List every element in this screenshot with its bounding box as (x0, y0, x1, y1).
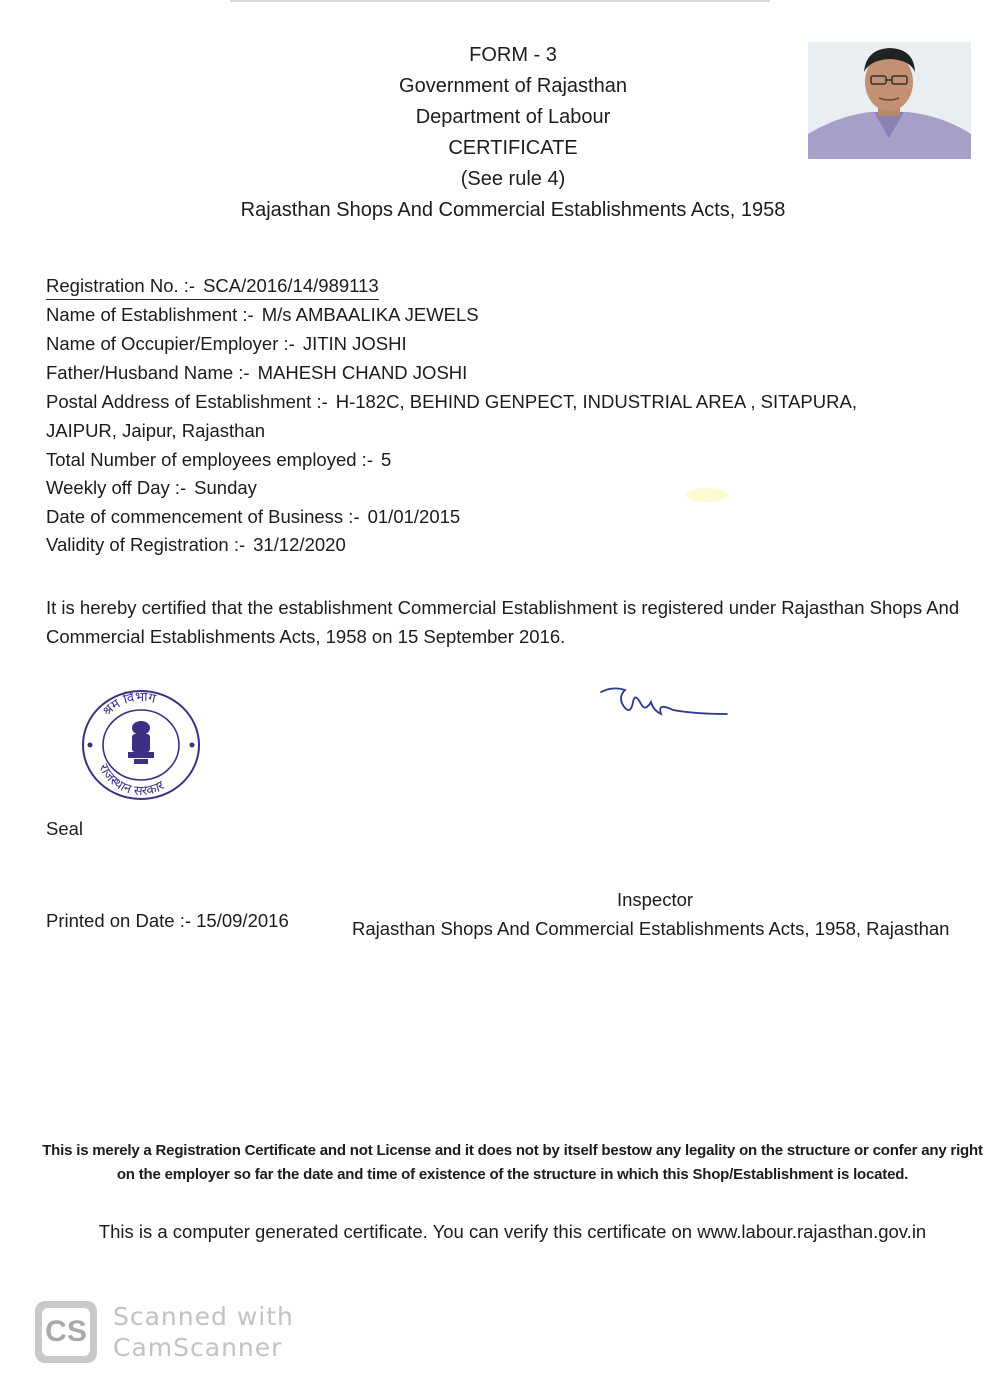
validity-label: Validity of Registration :- (46, 534, 246, 555)
camscanner-logo-text: CS (42, 1308, 90, 1356)
father-name-label: Father/Husband Name :- (46, 362, 250, 383)
father-name-value: MAHESH CHAND JOSHI (257, 362, 468, 383)
registration-value: SCA/2016/14/989113 (203, 275, 379, 296)
form-number: FORM - 3 (469, 44, 557, 66)
weekly-off-row (46, 477, 257, 499)
act-name: Rajasthan Shops And Commercial Establishments Acts, 1958 (240, 199, 786, 221)
printed-date-value: 15/09/2016 (196, 910, 289, 931)
occupier-value: JITIN JOSHI (302, 333, 407, 354)
seal-text-top: श्रम विभाग (100, 689, 158, 720)
address-value-line2: JAIPUR, Jaipur, Rajasthan (46, 420, 266, 441)
commencement-value: 01/01/2015 (367, 506, 461, 527)
printed-date-row (46, 910, 289, 932)
validity-value: 31/12/2020 (253, 534, 346, 555)
establishment-row (46, 304, 479, 326)
official-seal-stamp (76, 686, 206, 804)
person-photo-icon (808, 42, 971, 159)
address-value: H-182C, BEHIND GENPECT, INDUSTRIAL AREA , SITAPURA, (335, 391, 857, 412)
registration-label: Registration No. :- (46, 275, 196, 296)
address-label: Postal Address of Establishment :- (46, 391, 328, 412)
employees-row (46, 449, 391, 471)
establishment-label: Name of Establishment :- (46, 304, 254, 325)
applicant-photo (808, 42, 971, 159)
employees-label: Total Number of employees employed :- (46, 449, 373, 470)
handwritten-signature-icon (595, 680, 735, 730)
occupier-label: Name of Occupier/Employer :- (46, 333, 295, 354)
certificate-title: CERTIFICATE (448, 137, 578, 159)
computer-generated-note: This is a computer generated certificate. You can verify this certificate on www.labour.rajasthan.gov.in (98, 1221, 927, 1242)
printed-date-label: Printed on Date :- (46, 910, 191, 931)
disclaimer-text: This is merely a Registration Certificate and not License and it does not by itself bestow any legality on the structure or confer any right on the employer so far the date and time of existence of the structure in which this Shop/Establishment is located. (42, 1142, 983, 1183)
registration-number-row (46, 275, 379, 300)
svg-text:राजस्थान सरकार (95, 762, 167, 800)
watermark-line-1: Scanned with (113, 1302, 294, 1331)
seal-label: Seal (46, 818, 84, 839)
commencement-row (46, 506, 460, 528)
commencement-label: Date of commencement of Business :- (46, 506, 360, 527)
address-row-line2 (46, 420, 265, 442)
father-name-row (46, 362, 467, 384)
seal-stamp-icon (76, 686, 206, 804)
inspector-signature (595, 680, 735, 730)
camscanner-logo (35, 1301, 97, 1363)
seal-text-bottom: राजस्थान सरकार (95, 761, 168, 800)
certification-text: It is hereby certified that the establishment Commercial Establishment is registered under Rajasthan Shops And Commercial Establishments Acts, 1958 on 15 September 2016. (46, 597, 960, 647)
address-row (46, 391, 857, 413)
validity-row (46, 534, 346, 556)
employees-value: 5 (380, 449, 392, 470)
establishment-value: M/s AMBAALIKA JEWELS (261, 304, 479, 325)
government-name: Government of Rajasthan (399, 75, 627, 97)
paper-stain (686, 488, 728, 502)
occupier-row (46, 333, 407, 355)
weekly-off-value: Sunday (194, 477, 257, 498)
department-name: Department of Labour (415, 106, 611, 128)
svg-text:श्रम विभाग (100, 689, 158, 719)
rule-reference: (See rule 4) (460, 168, 566, 190)
top-scan-edge (230, 0, 770, 2)
inspector-title: Inspector (616, 889, 694, 910)
inspector-subtitle: Rajasthan Shops And Commercial Establishments Acts, 1958, Rajasthan (352, 918, 950, 939)
emblem-icon (128, 721, 154, 764)
weekly-off-label: Weekly off Day :- (46, 477, 187, 498)
watermark-line-2: CamScanner (113, 1333, 283, 1362)
